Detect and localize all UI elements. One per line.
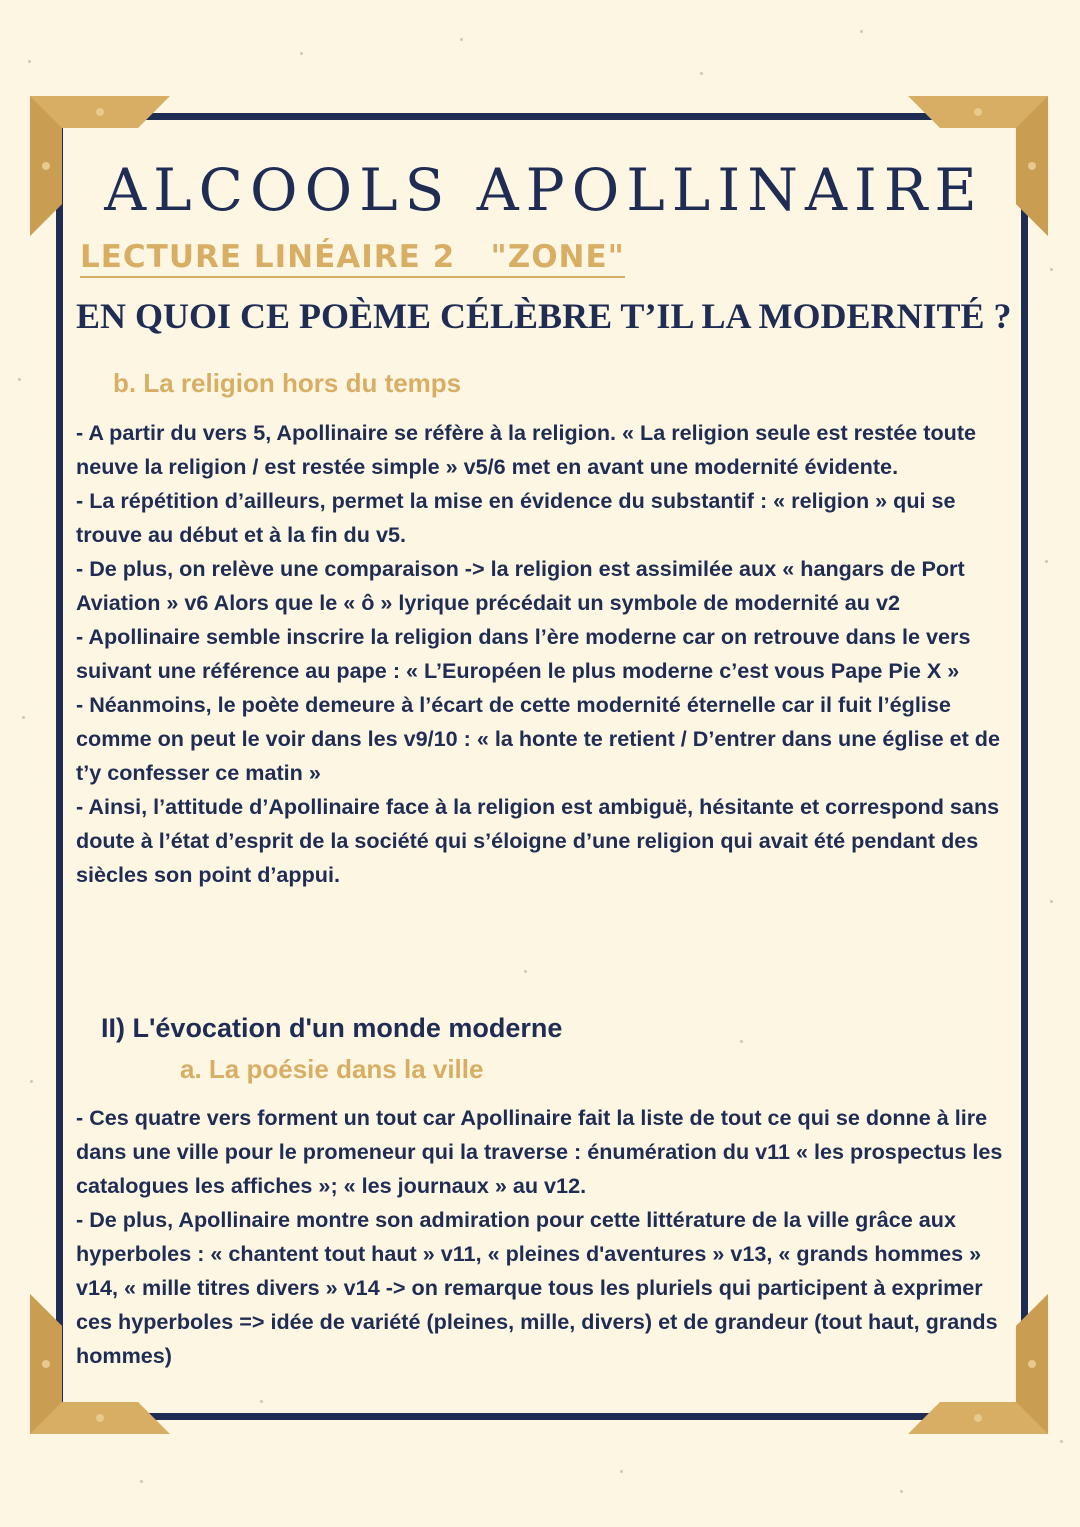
paper-speck <box>1060 1440 1063 1443</box>
problematic-question: EN QUOI CE POÈME CÉLÈBRE T’IL LA MODERNITÉ ? <box>76 296 1012 336</box>
page-subtitle: LECTURE LINÉAIRE 2 "ZONE" <box>80 238 625 278</box>
paper-speck <box>1050 268 1053 271</box>
paper-speck <box>860 30 863 33</box>
section-b-body <box>76 416 1012 892</box>
paragraph: - Ces quatre vers forment un tout car Apollinaire fait la liste de tout ce qui se donne à lire dans une ville pour le promeneur qui la traverse : énumération du v11 « les prospectus les catalogues les affiches »; « les journaux » au v12. <box>76 1105 1003 1198</box>
paper-speck <box>1050 900 1053 903</box>
paragraph: - De plus, Apollinaire montre son admiration pour cette littérature de la ville grâce aux hyperboles : « chantent tout haut » v11, « pleines d'aventures » v13, « grands hommes » v14, « mille titres divers » v14 -> on remarque tous les pluriels qui participent à exprimer ces hyperboles => idée de variété (pleines, mille, divers) et de grandeur (tout haut, grands hommes) <box>76 1207 998 1368</box>
paper-speck <box>28 60 31 63</box>
paper-speck <box>900 1490 903 1493</box>
paragraph: - Ainsi, l’attitude d’Apollinaire face à la religion est ambiguë, hésitante et correspond sans doute à l’état d’esprit de la société qui s’éloigne d’une religion qui avait été pendant des siècles son point d’appui. <box>76 794 1000 887</box>
paper-speck <box>700 72 703 75</box>
paragraph: - De plus, on relève une comparaison -> la religion est assimilée aux « hangars de Port Aviation » v6 Alors que le « ô » lyrique précédait un symbole de modernité au v2 <box>76 556 965 615</box>
section-heading-a: a. La poésie dans la ville <box>180 1054 484 1084</box>
paragraph: - A partir du vers 5, Apollinaire se réfère à la religion. « La religion seule est restée toute neuve la religion / est restée simple » v5/6 met en avant une modernité évidente. <box>76 420 977 479</box>
paper-speck <box>140 1480 143 1483</box>
paper-speck <box>460 38 463 41</box>
page-title: ALCOOLS APOLLINAIRE <box>104 156 984 224</box>
paper-speck <box>620 1470 623 1473</box>
paper-speck <box>22 716 25 719</box>
paper-speck <box>300 52 303 55</box>
section-a-body <box>76 1101 1012 1373</box>
paper-speck <box>18 378 21 381</box>
section-heading-b: b. La religion hors du temps <box>113 368 462 398</box>
paragraph: - La répétition d’ailleurs, permet la mise en évidence du substantif : « religion » qui se trouve au début et à la fin du v5. <box>76 488 956 547</box>
paper-speck <box>30 1080 33 1083</box>
paper-speck <box>1045 560 1048 563</box>
paragraph: - Néanmoins, le poète demeure à l’écart de cette modernité éternelle car il fuit l’église comme on peut le voir dans les v9/10 : « la honte te retient / D’entrer dans une église et de t’y confesser ce matin » <box>76 692 1001 785</box>
paragraph: - Apollinaire semble inscrire la religion dans l’ère moderne car on retrouve dans le vers suivant une référence au pape : « L’Européen le plus moderne c’est vous Pape Pie X » <box>76 624 971 683</box>
section-heading-II: II) L'évocation d'un monde moderne <box>101 1013 563 1043</box>
